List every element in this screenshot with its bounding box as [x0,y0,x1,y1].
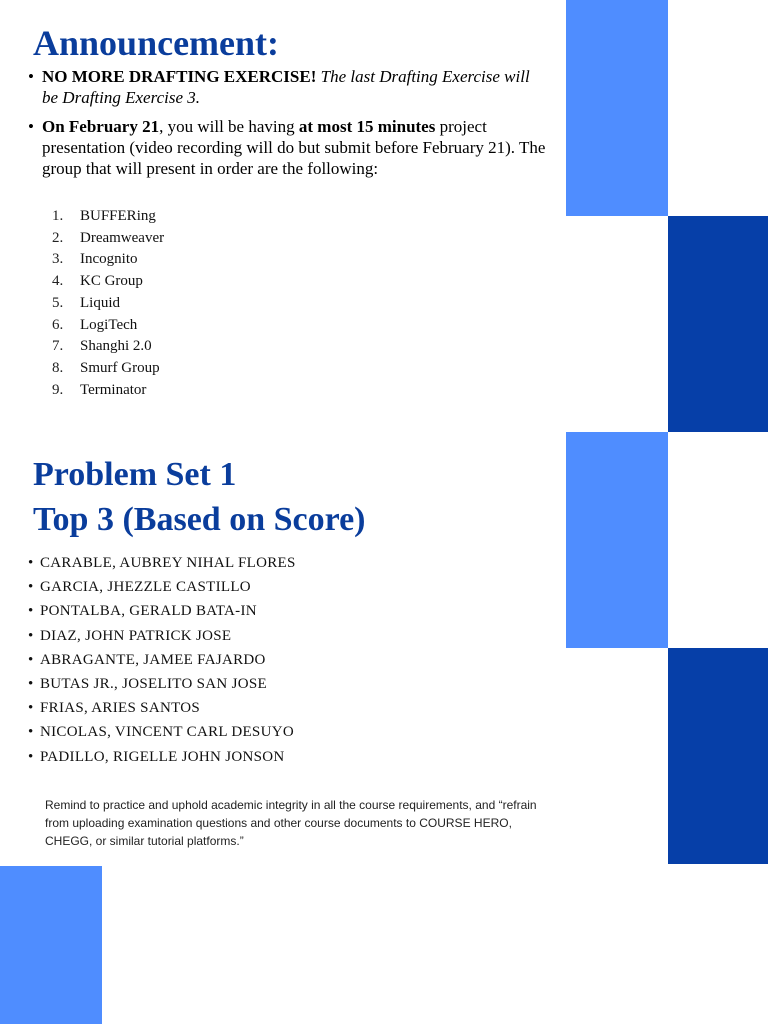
bullet-icon: • [28,555,34,571]
student-name: PADILLO, RIGELLE JOHN JONSON [40,748,285,765]
group-name: Shanghi 2.0 [80,338,152,355]
list-item [28,672,296,696]
list-number: 9. [52,381,64,398]
group-name: Smurf Group [80,359,160,376]
bullet-icon: • [28,651,34,668]
student-name: PONTALBA, GERALD BATA-IN [40,603,257,620]
bullet-icon: • [28,67,34,86]
list-item [52,315,164,337]
list-number: 5. [52,294,64,311]
group-name: KC Group [80,273,143,290]
drafting-notice-bold: NO MORE DRAFTING EXERCISE! [42,67,317,86]
group-name: Terminator [80,381,147,398]
list-number: 6. [52,316,64,333]
list-item [28,575,296,599]
announcement-heading: Announcement: [33,23,280,63]
list-item [28,551,296,575]
list-number: 4. [52,273,64,290]
list-item [28,624,296,648]
list-number: 8. [52,359,64,376]
list-item [52,206,164,228]
presentation-duration: at most 15 minutes [298,117,436,136]
list-number: 3. [52,251,64,268]
decorative-block-light-top [566,0,668,216]
decorative-block-light-bottom-left [0,866,102,1024]
bullet-icon: • [28,627,34,644]
group-name: Dreamweaver [80,229,165,246]
student-name: ABRAGANTE, JAMEE FAJARDO [40,651,266,668]
group-name: BUFFERing [80,208,156,224]
list-item [52,380,164,402]
top-students-list [28,551,296,769]
group-name: LogiTech [80,316,138,333]
bullet-icon: • [28,676,34,693]
presentation-text-1: , you will be having [159,117,299,136]
list-item [52,249,164,271]
announcement-list [26,66,546,179]
list-item [28,696,296,720]
list-item [52,228,164,250]
presentation-text-2: project presentation (video recording will do but submit before February 21). The group that will present in order are the following: [42,117,546,178]
problem-set-title: Problem Set 1 [33,456,237,493]
problem-set-subtitle: Top 3 (Based on Score) [33,501,366,538]
student-name: DIAZ, JOHN PATRICK JOSE [40,627,232,644]
presentation-date: On February 21 [42,117,160,136]
student-name: CARABLE, AUBREY NIHAL FLORES [40,555,296,571]
student-name: BUTAS JR., JOSELITO SAN JOSE [40,676,267,693]
bullet-icon: • [28,748,34,765]
bullet-icon: • [28,724,34,741]
student-name: GARCIA, JHEZZLE CASTILLO [40,579,251,596]
problem-set-heading [33,452,366,542]
bullet-icon: • [28,700,34,717]
bullet-icon: • [28,603,34,620]
list-item [52,271,164,293]
student-name: FRIAS, ARIES SANTOS [40,700,201,717]
announcement-item-drafting [26,66,546,108]
list-number: 7. [52,338,64,355]
bullet-icon: • [28,117,34,136]
decorative-block-dark-lower [668,648,768,864]
list-item [52,336,164,358]
list-item [28,745,296,769]
announcement-item-presentation [26,116,546,179]
academic-integrity-reminder: Remind to practice and uphold academic integrity in all the course requirements, and “refrain from uploading examination questions and other course documents to COURSE HERO, CHEGG, or similar tutorial platforms.” [45,798,537,848]
list-item [52,293,164,315]
list-item [28,648,296,672]
group-order-list [52,206,164,401]
list-item [28,720,296,744]
list-item [28,599,296,623]
bullet-icon: • [28,579,34,596]
list-number: 1. [52,208,64,224]
group-name: Liquid [80,294,120,311]
decorative-block-light-middle [566,432,668,648]
group-name: Incognito [80,251,138,268]
list-item [52,358,164,380]
student-name: NICOLAS, VINCENT CARL DESUYO [40,724,294,741]
decorative-block-dark-upper [668,216,768,432]
list-number: 2. [52,229,64,246]
drafting-notice-italic: The last Drafting Exercise will be Drafting Exercise 3. [42,67,530,107]
